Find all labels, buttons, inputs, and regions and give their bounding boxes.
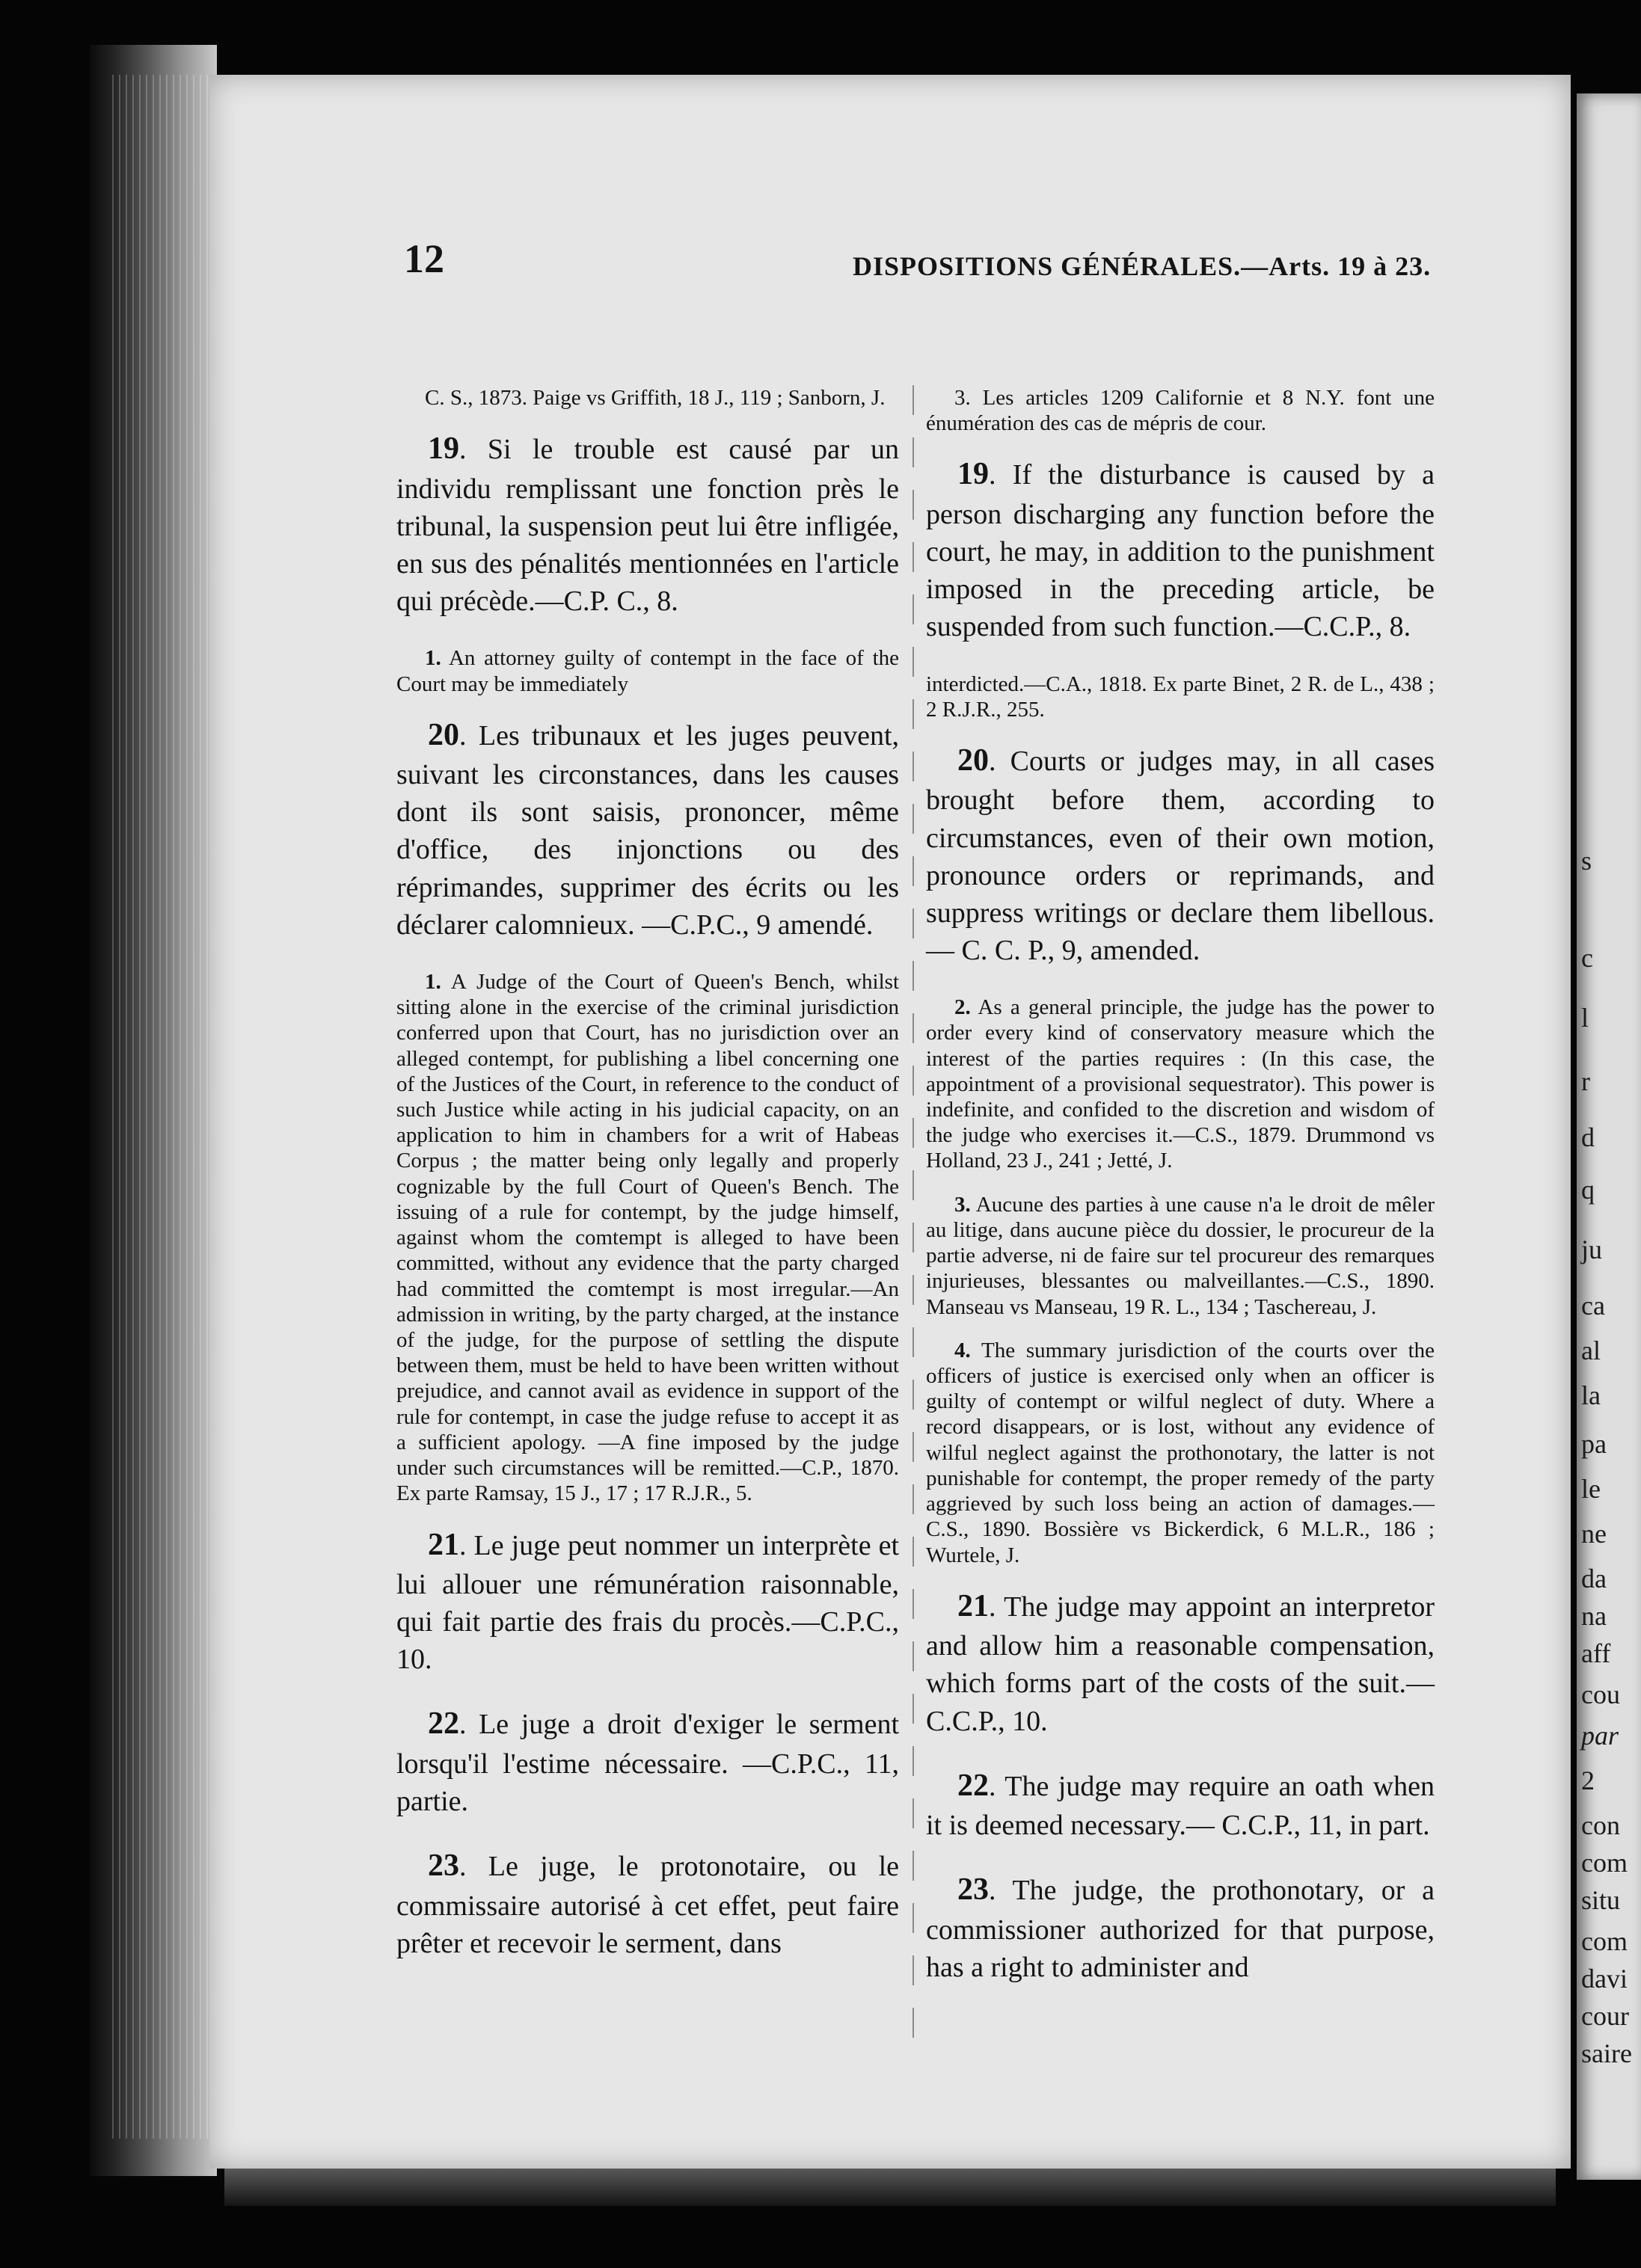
note-number: 1.: [425, 646, 441, 671]
book-page: [209, 75, 1571, 2169]
article-number: 21: [428, 1527, 459, 1562]
adjacent-page-edge: [1577, 93, 1641, 2180]
note-number: 4.: [954, 1338, 971, 1362]
article-number: 19: [957, 457, 989, 492]
page-number: 12: [404, 236, 444, 281]
article-20-fr-note-1: [396, 969, 899, 1507]
article-number: 22: [957, 1768, 989, 1803]
note-text: The summary jurisdiction of the courts over the officers of justice is exercised only when an officer is guilty of contempt or wilful neglect of duty. Where a record disappears, or is lost, without any evidence of wilful neglect against the prothonotary, the latter is not punishable for contempt, the proper remedy of the party aggrieved by such loss being an action of damages.—C.S., 1890. Bossière vs Bickerdick, 6 M.L.R., 186 ; Wurtele, J.: [926, 1338, 1435, 1567]
adjacent-page-text-fragment: com: [1581, 1848, 1628, 1878]
adjacent-page-text-fragment: con: [1581, 1810, 1620, 1840]
article-text: The judge, the prothonotary, or a commissioner authorized for that purpose, has a right to administer and: [926, 1875, 1435, 1983]
adjacent-page-text-fragment: d: [1581, 1122, 1595, 1152]
adjacent-page-text-fragment: l: [1581, 1003, 1589, 1033]
article-number: 23: [957, 1872, 989, 1908]
article-number: 19: [428, 431, 459, 467]
adjacent-page-text-fragment: na: [1581, 1601, 1607, 1631]
article-20-fr: 20. Les tribunaux et les juges peuvent, suivant les circonstances, dans les causes dont ils sont saisis, prononcer, même d'office, des injonctions ou des réprimandes, supprimer des écrits ou les déclarer calomnieux. —C.P.C., 9 amendé.: [396, 717, 900, 941]
article-text: Le juge a droit d'exiger le serment lorsqu'il l'estime nécessaire. —C.P.C., 11, partie.: [396, 1709, 899, 1818]
adjacent-page-text-fragment: la: [1581, 1380, 1601, 1410]
adjacent-page-text-fragment: situ: [1581, 1885, 1621, 1915]
article-21-fr: 21. Le juge peut nommer un interprète et lui allouer une rémunération raisonnable, qui fait partie des frais du procès.—C.P.C., 10.: [396, 1527, 899, 1676]
note-text: A Judge of the Court of Queen's Bench, whilst sitting alone in the exercise of the criminal jurisdiction conferred upon that Court, has no jurisdiction over an alleged contempt, for publishing a libel concerning one of the Justices of the Court, in reference to the conduct of such Justice while acting in his judicial capacity, on an application to him in chambers for a writ of Habeas Corpus ; the matter being only legally and properly cognizable by the full Court of Queen's Bench. The issuing of a rule for contempt, by the judge himself, against whom the comtempt is alleged to have been committed, without any evidence that the party charged had committed the comtempt is most irregular.—An admission in writing, by the party charged, at the instance of the judge, for the purpose of settling the dispute between them, must be held to have been written without prejudice, and cannot avail as evidence in support of the rule for contempt, in case the judge refuse to accept it as a sufficient apology. —A fine imposed by the judge under such circumstances will be remitted.—C.P., 1870. Ex parte Ramsay, 15 J., 17 ; 17 R.J.R., 5.: [396, 969, 899, 1506]
article-22-en: 22. The judge may require an oath when it is deemed necessary.— C.C.P., 11, in part.: [926, 1768, 1435, 1842]
article-number: 20: [428, 717, 459, 752]
article-text: Courts or judges may, in all cases brought before them, according to circumstances, even of their own motion, pronounce orders or reprimands, and suppress writings or declare them libellous. — C. C. P., 9, amended.: [926, 745, 1435, 966]
adjacent-page-text-fragment: aff: [1581, 1638, 1611, 1668]
article-22-fr: 22. Le juge a droit d'exiger le serment lorsqu'il l'estime nécessaire. —C.P.C., 11, partie.: [396, 1706, 899, 1818]
adjacent-page-text-fragment: c: [1581, 943, 1593, 973]
adjacent-page-text-fragment: saire: [1581, 2038, 1632, 2068]
adjacent-page-text-fragment: 2: [1581, 1765, 1595, 1795]
right-top-note: 3. Les articles 1209 Californie et 8 N.Y. font une énumération des cas de mépris de cour.: [926, 386, 1435, 436]
page-stack-edges: [112, 75, 209, 2139]
article-23-en: 23. The judge, the prothonotary, or a commissioner authorized for that purpose, has a right to administer and: [926, 1872, 1435, 1983]
article-text: Les tribunaux et les juges peuvent, suivant les circonstances, dans les causes dont ils sont saisis, prononcer, même d'office, des injonctions ou des réprimandes, supprimer des écrits ou les déclarer calomnieux. —C.P.C., 9 amendé.: [396, 719, 900, 941]
article-number: 22: [428, 1706, 459, 1742]
article-20-en-note-2: [926, 995, 1435, 1174]
article-21-en: 21. The judge may appoint an interpretor and allow him a reasonable compensation, which forms part of the costs of the suit.—C.C.P., 10.: [926, 1588, 1435, 1737]
adjacent-page-text-fragment: pa: [1581, 1429, 1607, 1459]
article-19-en-note-continuation: interdicted.—C.A., 1818. Ex parte Binet, 2 R. de L., 438 ; 2 R.J.R., 255.: [926, 672, 1435, 722]
adjacent-page-text-fragment: ne: [1581, 1519, 1607, 1549]
note-number: 3.: [954, 1192, 971, 1217]
article-number: 20: [957, 743, 989, 778]
running-title: DISPOSITIONS GÉNÉRALES.—Arts. 19 à 23.: [853, 251, 1432, 281]
adjacent-page-text-fragment: da: [1581, 1564, 1607, 1594]
adjacent-page-text-fragment: q: [1581, 1175, 1595, 1205]
article-text: The judge may require an oath when it is deemed necessary.— C.C.P., 11, in part.: [926, 1770, 1435, 1842]
note-text: As a general principle, the judge has the power to order every kind of conservatory measure which the interest of the parties requires : (In this case, the appointment of a provisional sequestrator). This power is indefinite, and confided to the discretion and wisdom of the judge who exercises it.—C.S., 1879. Drummond vs Holland, 23 J., 241 ; Jetté, J.: [926, 995, 1435, 1173]
right-column-english: [926, 385, 1435, 2012]
article-20-en-note-3: [926, 1192, 1435, 1320]
note-text: Aucune des parties à une cause n'a le droit de mêler au litige, dans aucune pièce du dossier, le procureur de la partie adverse, ni de faire sur tel procureur des remarques injurieuses, blessantes ou malveillantes.—C.S., 1890. Manseau vs Manseau, 19 R. L., 134 ; Taschereau, J.: [926, 1192, 1435, 1319]
article-19-en: 19. If the disturbance is caused by a person discharging any function before the court, he may, in addition to the punishment imposed in the preceding article, be suspended from such function.—C.C.P., 8.: [926, 457, 1435, 643]
adjacent-page-text-fragment: le: [1581, 1474, 1601, 1504]
article-23-fr: 23. Le juge, le protonotaire, ou le commissaire autorisé à cet effet, peut faire prêter et recevoir le serment, dans: [396, 1848, 899, 1959]
article-text: Le juge, le protonotaire, ou le commissaire autorisé à cet effet, peut faire prêter et recevoir le serment, dans: [396, 1851, 899, 1959]
adjacent-page-text-fragment: ca: [1581, 1291, 1605, 1321]
article-text: Si le trouble est causé par un individu remplissant une fonction près le tribunal, la suspension peut lui être infligée, en sus des pénalités mentionnées en l'article qui précède.—C.P. C., 8.: [396, 434, 899, 618]
adjacent-page-text-fragment: com: [1581, 1926, 1628, 1956]
adjacent-page-text-fragment: r: [1581, 1066, 1590, 1096]
adjacent-page-text-fragment: cou: [1581, 1680, 1620, 1709]
column-divider: [912, 385, 914, 2038]
page-header: [209, 236, 1571, 295]
article-20-en-note-4: [926, 1338, 1435, 1568]
note-number: 2.: [954, 995, 971, 1020]
adjacent-page-text-fragment: cour: [1581, 2001, 1629, 2031]
article-text: The judge may appoint an interpretor and allow him a reasonable compensation, which forms part of the costs of the suit.—C.C.P., 10.: [926, 1591, 1435, 1737]
article-number: 23: [428, 1848, 459, 1884]
article-number: 21: [957, 1588, 989, 1623]
adjacent-page-text-fragment: ju: [1581, 1235, 1603, 1264]
adjacent-page-text-fragment: al: [1581, 1336, 1601, 1365]
article-19-fr-note-1: [396, 645, 899, 696]
left-top-note: C. S., 1873. Paige vs Griffith, 18 J., 119 ; Sanborn, J.: [425, 386, 886, 410]
adjacent-page-text-fragment: davi: [1581, 1964, 1628, 1994]
note-text: An attorney guilty of contempt in the face of the Court may be immediately: [396, 646, 899, 696]
article-19-fr: 19. Si le trouble est causé par un individu remplissant une fonction près le tribunal, la suspension peut lui être infligée, en sus des pénalités mentionnées en l'article qui précède.—C.P. C., 8.: [396, 431, 899, 618]
article-text: Le juge peut nommer un interprète et lui allouer une rémunération raisonnable, qui fait partie des frais du procès.—C.P.C., 10.: [396, 1529, 899, 1676]
article-20-en: 20. Courts or judges may, in all cases brought before them, according to circumstances, even of their own motion, pronounce orders or reprimands, and suppress writings or declare them libellous. — C. C. P., 9, amended.: [926, 743, 1435, 966]
adjacent-page-text-fragment: par: [1581, 1721, 1619, 1751]
note-number: 1.: [425, 969, 441, 994]
adjacent-page-text-fragment: s: [1581, 846, 1592, 876]
left-column-french: [396, 385, 899, 1988]
article-text: If the disturbance is caused by a person discharging any function before the court, he may, in addition to the punishment imposed in the preceding article, be suspended from such function.—C.C.P., 8.: [926, 459, 1435, 643]
